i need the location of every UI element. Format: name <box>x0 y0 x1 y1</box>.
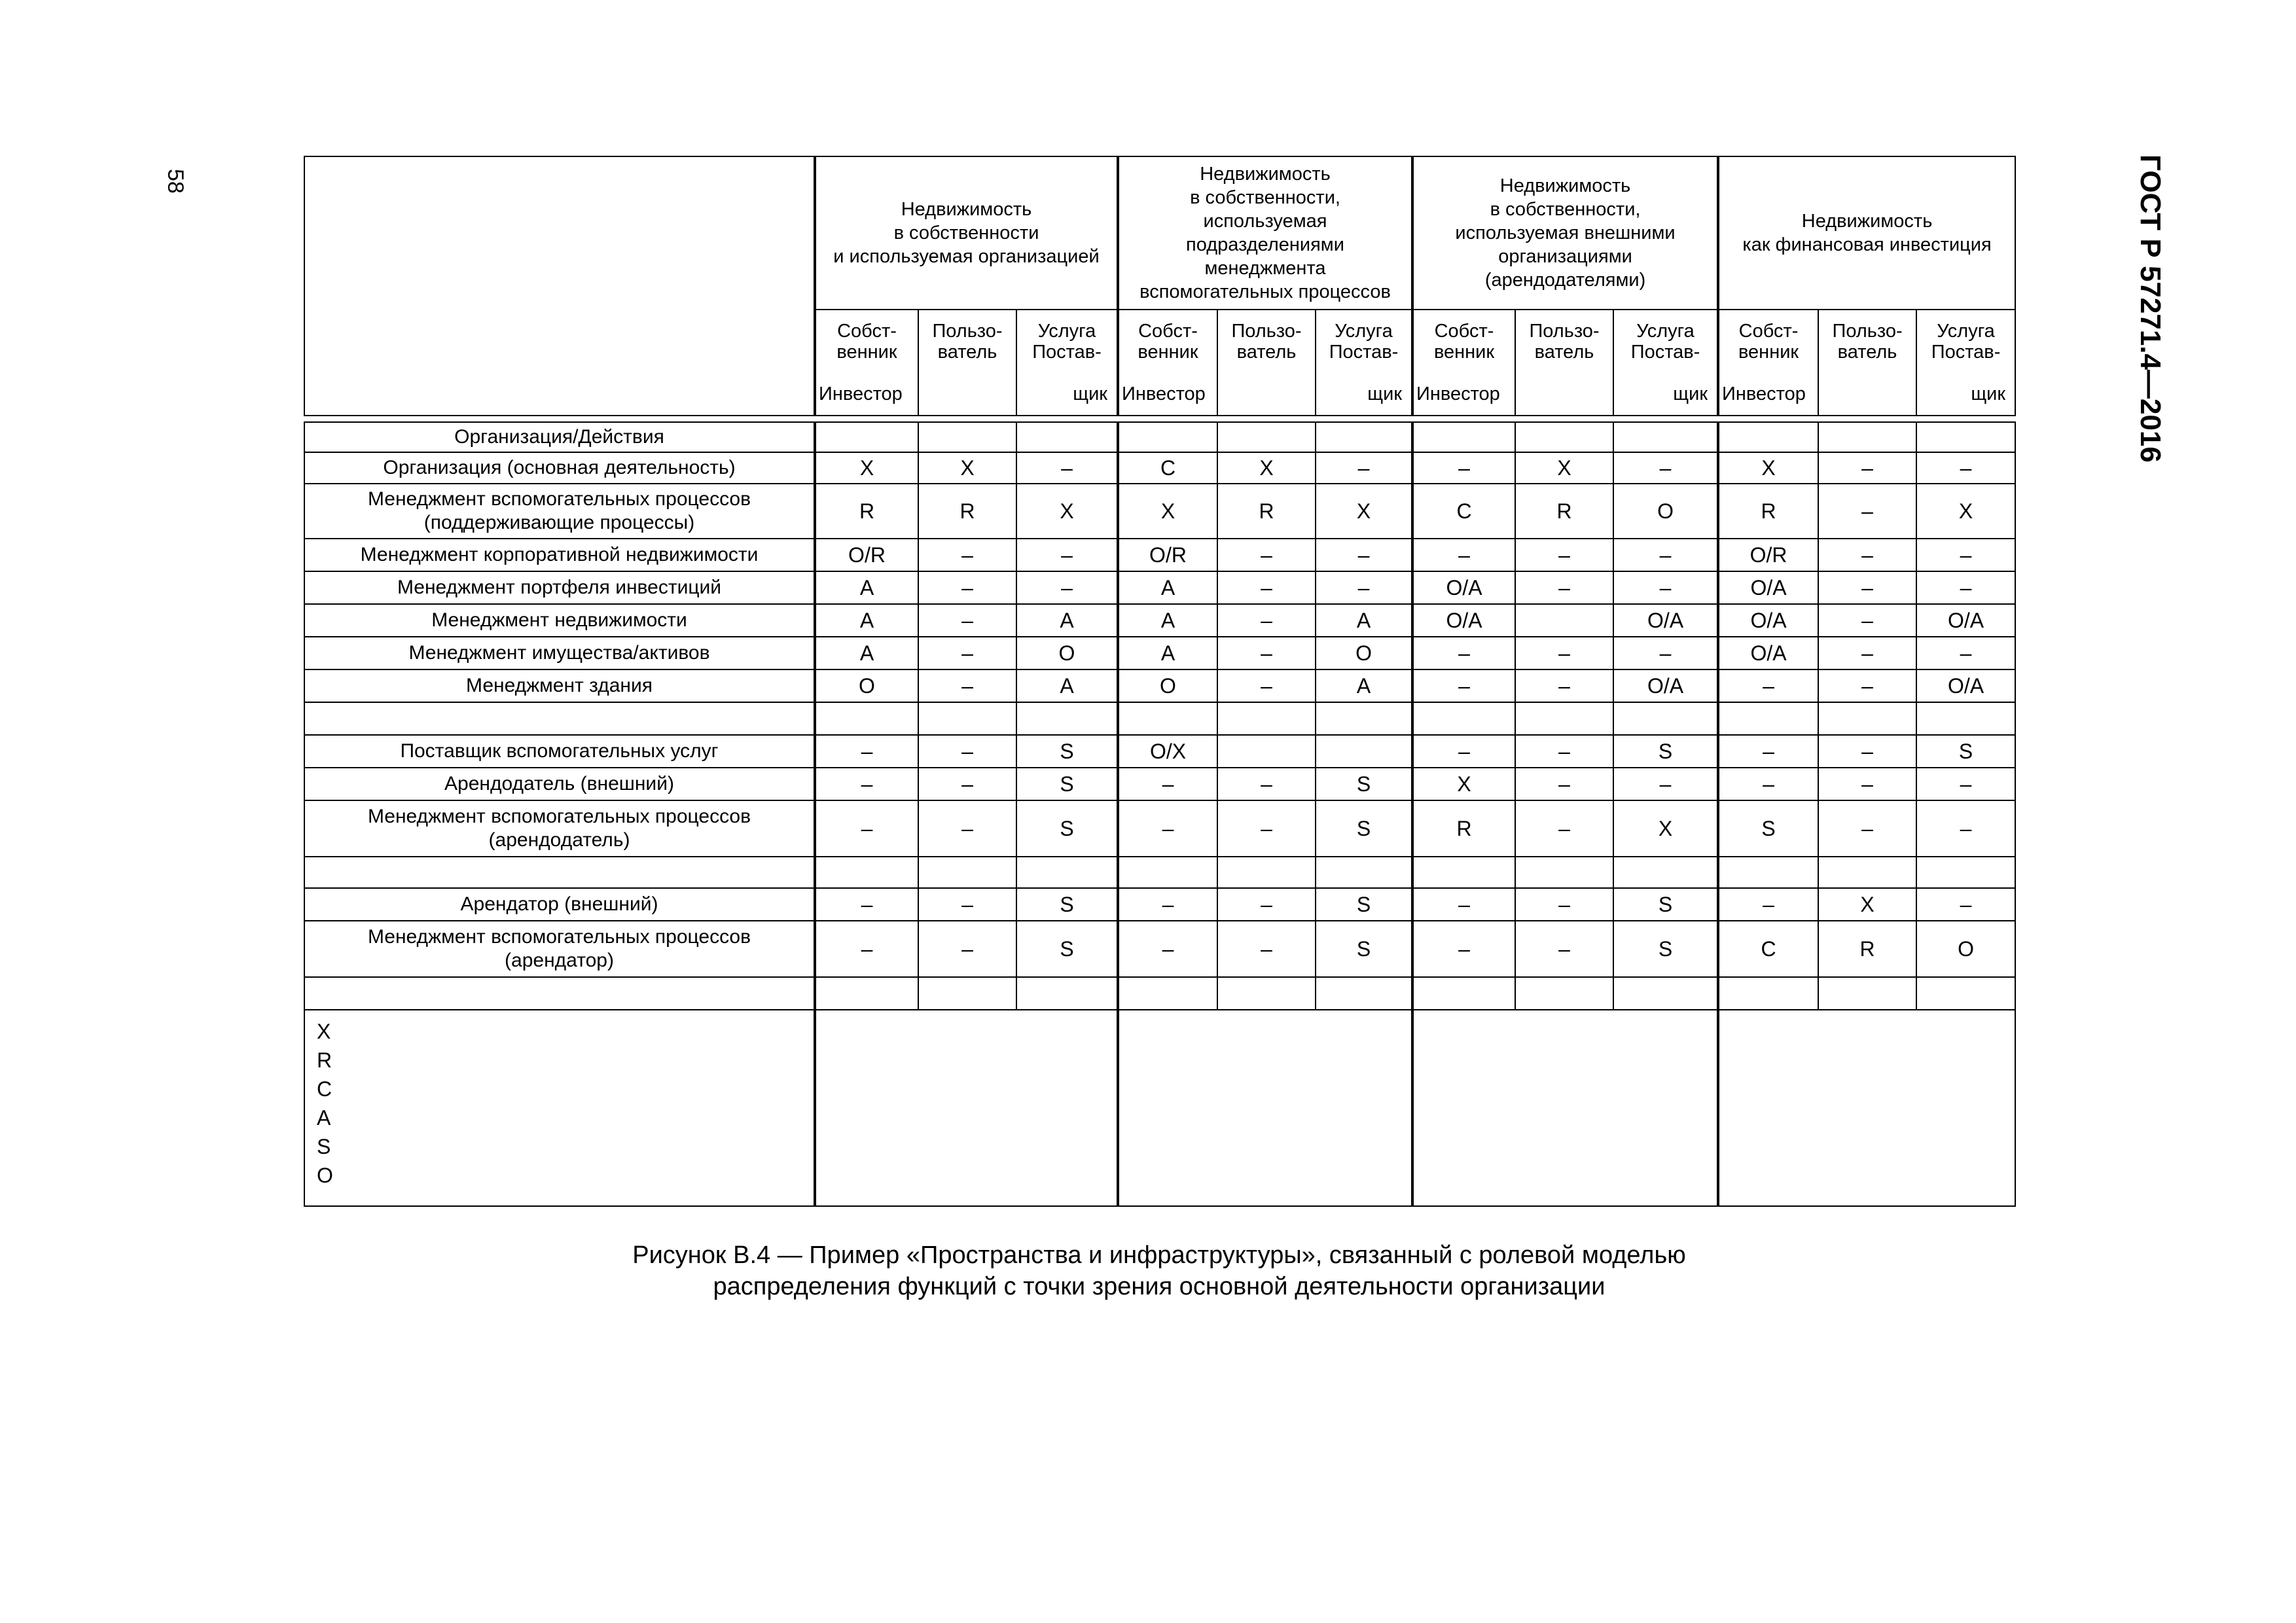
role-value-cell: A <box>1016 669 1118 702</box>
role-value-cell: – <box>1217 921 1316 977</box>
role-value-cell <box>1217 857 1316 888</box>
row-label <box>304 702 815 735</box>
role-value-cell: – <box>1916 768 2015 800</box>
role-value-cell: R <box>1818 921 1916 977</box>
role-value-cell <box>1118 977 1217 1010</box>
role-value-cell: – <box>1118 921 1217 977</box>
role-value-cell <box>1412 857 1515 888</box>
group-title: Недвижимость в собственности, используемая внешними организациями (арендодателями) <box>1455 175 1676 291</box>
role-value-cell: S <box>1613 888 1718 921</box>
role-value-cell: – <box>1118 768 1217 800</box>
role-value-cell: – <box>1515 888 1613 921</box>
role-value-cell: – <box>1916 888 2015 921</box>
role-value-cell: S <box>1016 921 1118 977</box>
page-number: 58 <box>163 169 188 194</box>
role-sublabel: щик <box>1673 383 1708 404</box>
role-value-cell: – <box>1412 452 1515 484</box>
header-separator <box>304 416 2015 422</box>
role-value-cell: – <box>918 669 1016 702</box>
role-header-cell <box>918 310 1016 416</box>
role-value-cell <box>1118 422 1217 452</box>
role-value-cell: – <box>1916 571 2015 604</box>
role-header-cell <box>1316 310 1412 416</box>
role-value-cell: A <box>1118 637 1217 669</box>
table-row <box>304 637 2015 669</box>
role-value-cell: C <box>1118 452 1217 484</box>
role-value-cell <box>1515 604 1613 637</box>
role-value-cell <box>1016 977 1118 1010</box>
role-value-cell <box>815 422 918 452</box>
role-header-cell <box>1217 310 1316 416</box>
legend-letter: X <box>317 1020 331 1043</box>
role-value-cell: A <box>1316 604 1412 637</box>
role-label: Услуга Постав- <box>1630 321 1700 363</box>
role-value-cell: O/A <box>1412 571 1515 604</box>
role-value-cell: O/X <box>1118 735 1217 768</box>
role-header-cell <box>1118 310 1217 416</box>
legend-empty-cell <box>815 1010 1118 1206</box>
role-value-cell <box>1016 857 1118 888</box>
row-label: Менеджмент здания <box>304 669 815 702</box>
role-value-cell: – <box>1515 800 1613 857</box>
table-row <box>304 604 2015 637</box>
role-value-cell: – <box>918 800 1016 857</box>
group-title-owned-used <box>815 156 1118 310</box>
group-title: Недвижимость в собственности, используемая подразделениями менеджмента вспомогательных процессов <box>1139 164 1391 302</box>
role-value-cell: – <box>1217 800 1316 857</box>
role-value-cell <box>1316 857 1412 888</box>
role-value-cell <box>1718 977 1818 1010</box>
table-row <box>304 921 2015 977</box>
role-value-cell: – <box>1217 888 1316 921</box>
role-value-cell: – <box>1412 735 1515 768</box>
row-label: Менеджмент вспомогательных процессов (арендодатель) <box>304 800 815 857</box>
role-header-cell <box>1515 310 1613 416</box>
role-value-cell: – <box>1818 452 1916 484</box>
role-value-cell <box>1217 702 1316 735</box>
role-value-cell: – <box>1316 452 1412 484</box>
role-value-cell: C <box>1412 484 1515 539</box>
legend-letter: O <box>317 1164 333 1187</box>
role-value-cell: X <box>1515 452 1613 484</box>
legend-row <box>304 1010 2015 1206</box>
role-value-cell: X <box>1016 484 1118 539</box>
role-value-cell: R <box>1217 484 1316 539</box>
group-title: Недвижимость в собственности и используемая организацией <box>833 199 1100 267</box>
role-value-cell <box>1515 422 1613 452</box>
role-value-cell: X <box>918 452 1016 484</box>
standard-designation: ГОСТ Р 57271.4—2016 <box>2134 154 2166 463</box>
role-value-cell: C <box>1718 921 1818 977</box>
role-value-cell: – <box>815 800 918 857</box>
role-value-cell <box>815 702 918 735</box>
role-value-cell: S <box>1016 888 1118 921</box>
row-label: Организация (основная деятельность) <box>304 452 815 484</box>
role-value-cell: A <box>815 604 918 637</box>
role-label: Пользо- ватель <box>1832 321 1903 363</box>
legend-letter: C <box>317 1077 332 1101</box>
table-body <box>304 416 2015 1206</box>
role-value-cell: O <box>1016 637 1118 669</box>
role-value-cell <box>815 977 918 1010</box>
role-header-cell <box>815 310 918 416</box>
role-value-cell <box>1818 422 1916 452</box>
role-value-cell <box>1118 702 1217 735</box>
legend-letter: R <box>317 1048 332 1072</box>
group-header-row <box>304 156 2015 310</box>
role-value-cell: O/A <box>1916 604 2015 637</box>
role-value-cell: – <box>1515 921 1613 977</box>
role-value-cell: R <box>815 484 918 539</box>
role-value-cell: – <box>1515 735 1613 768</box>
role-value-cell: O <box>1118 669 1217 702</box>
role-value-cell <box>1613 857 1718 888</box>
role-value-cell <box>1316 422 1412 452</box>
table-row <box>304 452 2015 484</box>
role-value-cell: X <box>1718 452 1818 484</box>
role-value-cell: S <box>1916 735 2015 768</box>
role-value-cell: – <box>1412 888 1515 921</box>
role-value-cell <box>918 977 1016 1010</box>
role-value-cell: – <box>1818 669 1916 702</box>
figure-caption <box>304 1240 2015 1302</box>
role-value-cell <box>1916 702 2015 735</box>
role-value-cell: O/A <box>1412 604 1515 637</box>
role-value-cell <box>1718 702 1818 735</box>
role-label: Пользо- ватель <box>1231 321 1302 363</box>
role-value-cell: – <box>1818 800 1916 857</box>
table-row <box>304 484 2015 539</box>
group-title-external-lessors <box>1412 156 1718 310</box>
role-value-cell <box>1412 702 1515 735</box>
role-sublabel: щик <box>1367 383 1403 404</box>
row-label: Менеджмент портфеля инвестиций <box>304 571 815 604</box>
role-header-cell <box>1916 310 2015 416</box>
role-value-cell: S <box>1016 768 1118 800</box>
role-value-cell: R <box>1412 800 1515 857</box>
role-value-cell: – <box>918 571 1016 604</box>
role-value-cell <box>1916 857 2015 888</box>
group-title-support-units <box>1118 156 1412 310</box>
role-value-cell: – <box>918 604 1016 637</box>
role-value-cell: – <box>918 539 1016 571</box>
role-value-cell: S <box>1316 768 1412 800</box>
role-value-cell <box>1916 977 2015 1010</box>
role-label: Пользо- ватель <box>1529 321 1600 363</box>
role-value-cell <box>1016 702 1118 735</box>
role-value-cell: – <box>1718 669 1818 702</box>
role-value-cell: R <box>1718 484 1818 539</box>
role-value-cell <box>1016 422 1118 452</box>
role-value-cell <box>918 857 1016 888</box>
role-value-cell: O/A <box>1613 669 1718 702</box>
role-value-cell <box>1613 702 1718 735</box>
role-value-cell: – <box>815 768 918 800</box>
role-value-cell: O/A <box>1916 669 2015 702</box>
role-label: Услуга Постав- <box>1329 321 1399 363</box>
table-header <box>304 156 2015 416</box>
caption-line-1: Рисунок В.4 — Пример «Пространства и инфраструктуры», связанный с ролевой моделью <box>632 1241 1686 1269</box>
role-value-cell: X <box>1412 768 1515 800</box>
role-value-cell: – <box>1217 539 1316 571</box>
role-value-cell: – <box>815 888 918 921</box>
role-value-cell: – <box>1818 571 1916 604</box>
role-value-cell: A <box>815 637 918 669</box>
role-value-cell: O <box>1316 637 1412 669</box>
role-value-cell: – <box>815 735 918 768</box>
role-value-cell: – <box>815 921 918 977</box>
role-value-cell: O/R <box>1718 539 1818 571</box>
role-value-cell: A <box>1316 669 1412 702</box>
table-row <box>304 977 2015 1010</box>
separator-cell <box>304 416 2015 422</box>
row-label: Менеджмент корпоративной недвижимости <box>304 539 815 571</box>
table-row <box>304 669 2015 702</box>
role-value-cell: O <box>1916 921 2015 977</box>
role-value-cell <box>1412 422 1515 452</box>
role-sublabel: Инвестор <box>819 383 903 404</box>
legend-cell <box>304 1010 815 1206</box>
role-value-cell: O/R <box>1118 539 1217 571</box>
row-label: Поставщик вспомогательных услуг <box>304 735 815 768</box>
role-value-cell <box>1718 857 1818 888</box>
role-sublabel: Инвестор <box>1416 383 1500 404</box>
role-value-cell: – <box>1016 571 1118 604</box>
role-value-cell <box>1515 857 1613 888</box>
role-value-cell: A <box>1016 604 1118 637</box>
role-value-cell: X <box>1818 888 1916 921</box>
role-value-cell: – <box>1412 921 1515 977</box>
row-label: Организация/Действия <box>304 422 815 452</box>
role-value-cell: O/A <box>1718 637 1818 669</box>
role-value-cell: S <box>1016 735 1118 768</box>
role-value-cell: – <box>1613 539 1718 571</box>
row-label: Арендодатель (внешний) <box>304 768 815 800</box>
role-value-cell: – <box>918 637 1016 669</box>
role-value-cell: O/R <box>815 539 918 571</box>
role-value-cell: X <box>1118 484 1217 539</box>
role-value-cell: – <box>1412 669 1515 702</box>
role-value-cell: – <box>1016 539 1118 571</box>
role-value-cell: – <box>1818 484 1916 539</box>
legend-letter: A <box>317 1106 331 1130</box>
table-row <box>304 539 2015 571</box>
row-label: Арендатор (внешний) <box>304 888 815 921</box>
role-value-cell: – <box>1412 637 1515 669</box>
role-value-cell: – <box>1515 637 1613 669</box>
role-value-cell: O/A <box>1718 571 1818 604</box>
role-value-cell: X <box>1217 452 1316 484</box>
role-value-cell: – <box>1118 800 1217 857</box>
role-value-cell: – <box>1016 452 1118 484</box>
role-value-cell <box>1818 857 1916 888</box>
role-value-cell: – <box>1412 539 1515 571</box>
role-value-cell: O <box>1613 484 1718 539</box>
role-value-cell: X <box>815 452 918 484</box>
role-value-cell: S <box>1316 888 1412 921</box>
legend-empty-cell <box>1118 1010 1412 1206</box>
role-label: Пользо- ватель <box>932 321 1003 363</box>
legend-empty-cell <box>1718 1010 2015 1206</box>
role-label: Услуга Постав- <box>1931 321 2001 363</box>
role-value-cell: – <box>1613 768 1718 800</box>
role-value-cell: – <box>1515 768 1613 800</box>
role-label: Услуга Постав- <box>1032 321 1102 363</box>
role-sublabel: Инвестор <box>1122 383 1206 404</box>
table-row <box>304 857 2015 888</box>
role-value-cell <box>1217 735 1316 768</box>
role-value-cell: S <box>1316 921 1412 977</box>
role-value-cell: – <box>1118 888 1217 921</box>
role-value-cell: – <box>1217 669 1316 702</box>
role-value-cell <box>1316 977 1412 1010</box>
role-value-cell: – <box>1217 768 1316 800</box>
role-value-cell: – <box>918 735 1016 768</box>
role-value-cell <box>1515 977 1613 1010</box>
role-label: Собст- венник <box>1433 321 1495 363</box>
table-row <box>304 422 2015 452</box>
role-value-cell: – <box>1316 571 1412 604</box>
role-value-cell: – <box>1818 768 1916 800</box>
role-value-cell: – <box>1818 539 1916 571</box>
role-label: Собст- венник <box>1738 321 1799 363</box>
role-value-cell: S <box>1613 735 1718 768</box>
role-header-cell <box>1818 310 1916 416</box>
role-value-cell <box>1412 977 1515 1010</box>
role-value-cell <box>1118 857 1217 888</box>
role-value-cell: – <box>1718 888 1818 921</box>
role-value-cell: S <box>1613 921 1718 977</box>
role-sublabel: щик <box>1971 383 2006 404</box>
role-value-cell <box>1818 702 1916 735</box>
role-value-cell: – <box>1217 604 1316 637</box>
role-value-cell: – <box>1916 637 2015 669</box>
role-value-cell <box>1916 422 2015 452</box>
role-header-cell <box>1412 310 1515 416</box>
role-value-cell <box>1316 735 1412 768</box>
role-label: Собст- венник <box>1138 321 1198 363</box>
role-value-cell <box>1613 422 1718 452</box>
role-value-cell: – <box>1613 571 1718 604</box>
role-value-cell: – <box>1515 571 1613 604</box>
role-value-cell: X <box>1916 484 2015 539</box>
role-value-cell <box>1718 422 1818 452</box>
legend-letter: S <box>317 1135 331 1158</box>
role-header-cell <box>1613 310 1718 416</box>
role-value-cell <box>1316 702 1412 735</box>
role-sublabel: Инвестор <box>1722 383 1806 404</box>
role-sublabel: щик <box>1073 383 1107 404</box>
role-value-cell: X <box>1316 484 1412 539</box>
role-label: Собст- венник <box>836 321 897 363</box>
role-value-cell <box>1217 977 1316 1010</box>
role-value-cell: R <box>918 484 1016 539</box>
role-value-cell: S <box>1316 800 1412 857</box>
role-header-cell <box>1718 310 1818 416</box>
table-row <box>304 768 2015 800</box>
role-value-cell: – <box>1316 539 1412 571</box>
role-value-cell: – <box>1718 735 1818 768</box>
role-value-cell <box>815 857 918 888</box>
table-row <box>304 735 2015 768</box>
row-label: Менеджмент имущества/активов <box>304 637 815 669</box>
role-value-cell: – <box>1613 637 1718 669</box>
table-row <box>304 571 2015 604</box>
table-row <box>304 702 2015 735</box>
role-value-cell: – <box>1718 768 1818 800</box>
group-title-financial-investment <box>1718 156 2015 310</box>
group-title: Недвижимость как финансовая инвестиция <box>1742 211 1992 255</box>
role-value-cell: – <box>1217 637 1316 669</box>
role-value-cell: – <box>1916 452 2015 484</box>
role-value-cell: R <box>1515 484 1613 539</box>
role-value-cell: A <box>1118 604 1217 637</box>
role-value-cell: – <box>1515 669 1613 702</box>
role-value-cell <box>1818 977 1916 1010</box>
role-value-cell: A <box>1118 571 1217 604</box>
role-value-cell: – <box>1916 800 2015 857</box>
table-row <box>304 800 2015 857</box>
role-header-cell <box>1016 310 1118 416</box>
row-label: Менеджмент вспомогательных процессов (арендатор) <box>304 921 815 977</box>
legend-empty-cell <box>1412 1010 1718 1206</box>
role-value-cell: – <box>1818 735 1916 768</box>
role-value-cell: – <box>1515 539 1613 571</box>
role-value-cell <box>1515 702 1613 735</box>
corner-cell <box>304 156 815 416</box>
role-value-cell: O/A <box>1718 604 1818 637</box>
row-label: Менеджмент вспомогательных процессов (поддерживающие процессы) <box>304 484 815 539</box>
table-row <box>304 888 2015 921</box>
role-value-cell: A <box>815 571 918 604</box>
role-value-cell: S <box>1016 800 1118 857</box>
row-label: Менеджмент недвижимости <box>304 604 815 637</box>
role-value-cell: – <box>1613 452 1718 484</box>
role-value-cell: X <box>1613 800 1718 857</box>
caption-line-2: распределения функций с точки зрения основной деятельности организации <box>713 1273 1605 1300</box>
role-value-cell <box>918 702 1016 735</box>
role-value-cell: S <box>1718 800 1818 857</box>
role-value-cell: – <box>1818 637 1916 669</box>
role-value-cell: – <box>918 921 1016 977</box>
role-value-cell <box>1217 422 1316 452</box>
role-value-cell <box>1613 977 1718 1010</box>
role-value-cell: – <box>918 888 1016 921</box>
role-value-cell: O <box>815 669 918 702</box>
role-value-cell: – <box>1217 571 1316 604</box>
role-value-cell <box>918 422 1016 452</box>
role-model-table <box>304 156 2016 1207</box>
role-value-cell: – <box>1818 604 1916 637</box>
role-value-cell: – <box>918 768 1016 800</box>
row-label <box>304 977 815 1010</box>
role-value-cell: – <box>1916 539 2015 571</box>
row-label <box>304 857 815 888</box>
role-value-cell: O/A <box>1613 604 1718 637</box>
